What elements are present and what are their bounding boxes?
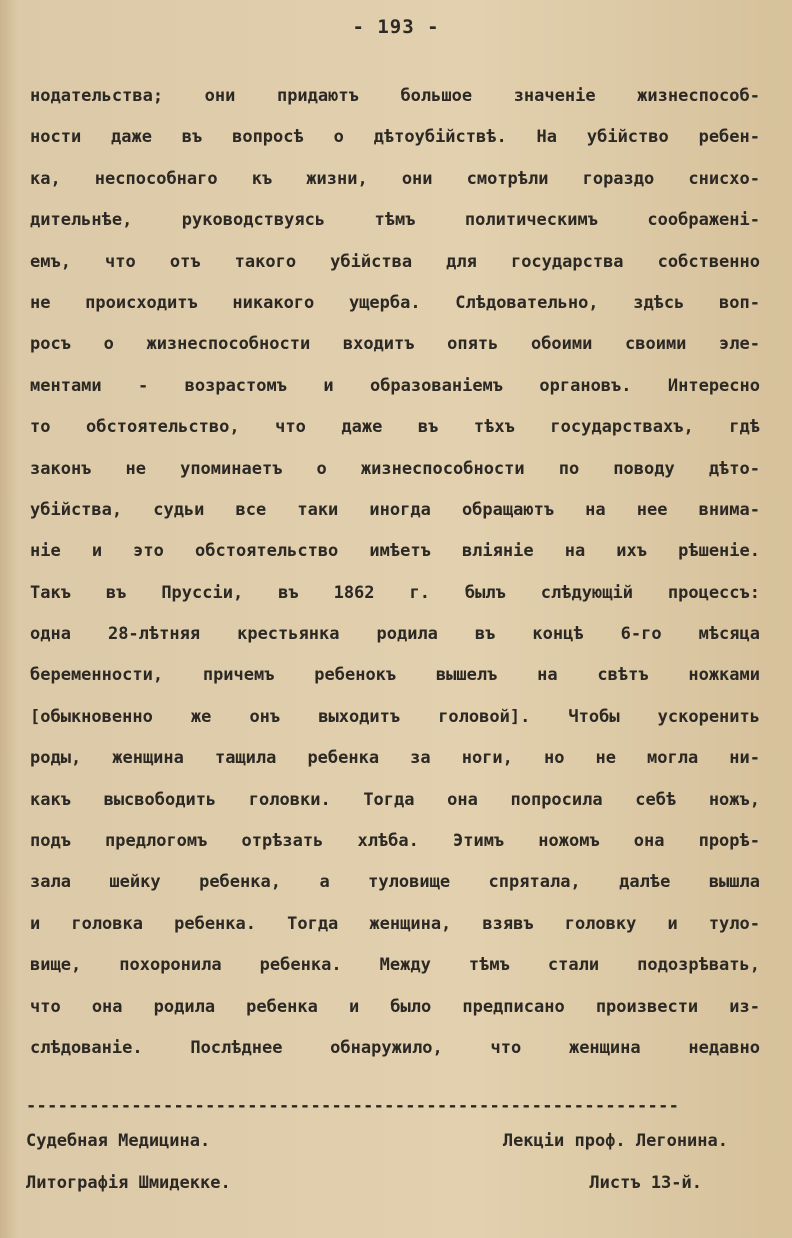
text-line: законъ не упоминаетъ о жизнеспособности по поводу дѣто- [30,458,760,479]
text-line: что она родила ребенка и было предписано произвести из- [30,996,760,1017]
footer-printer: Литографiя Шмидекке. [26,1173,231,1193]
text-line: убiйства, судьи все таки иногда обращаютъ на нее внима- [30,499,760,520]
text-line: вище, похоронила ребенка. Между тѣмъ стали подозрѣвать, [30,955,760,976]
text-line: беременности, причемъ ребенокъ вышелъ на свѣтъ ножками [30,665,760,686]
footer-lecturer: Лекцiи проф. Легонина. [502,1131,728,1151]
text-line: одна 28-лѣтняя крестьянка родила въ концѣ 6-го мѣсяца [30,624,760,645]
text-line: ментами - возрастомъ и образованiемъ органовъ. Интересно [30,375,760,396]
text-line: и головка ребенка. Тогда женщина, взявъ головку и туло- [30,913,760,934]
text-line: то обстоятельство, что даже въ тѣхъ государствахъ, гдѣ [30,417,760,438]
text-line: какъ высвободить головки. Тогда она попросила себѣ ножъ, [30,789,760,810]
text-line: нiе и это обстоятельство имѣетъ влiянiе на ихъ рѣшенiе. [30,541,760,562]
footer-course-title: Судебная Медицина. [26,1131,211,1151]
text-line: ка, неспособнаго къ жизни, они смотрѣли гораздо снисхо- [30,168,760,189]
footer-sheet-number: Листъ 13-й. [589,1173,702,1193]
text-line: росъ о жизнеспособности входитъ опять обоими своими эле- [30,334,760,355]
text-line: дительнѣе, руководствуясь тѣмъ политическимъ соображенi- [30,210,760,231]
footer-row-bottom [26,1171,728,1195]
body-text [30,84,760,1077]
footer-separator: -------------------------------------------------------------- [26,1096,680,1116]
text-line: подъ предлогомъ отрѣзать хлѣба. Этимъ ножомъ она прорѣ- [30,831,760,852]
text-line: [обыкновенно же онъ выходитъ головой]. Чтобы ускоренить [30,706,760,727]
text-line: слѣдованiе. Послѣднее обнаружило, что женщина недавно [30,1037,760,1058]
text-line: нодательства; они придаютъ большое значенiе жизнеспособ- [30,86,760,106]
text-line: зала шейку ребенка, а туловище спрятала, далѣе вышла [30,872,760,893]
text-line: Такъ въ Пруссiи, въ 1862 г. былъ слѣдующiй процессъ: [30,582,760,603]
page-number: - 193 - [352,16,440,38]
text-line: роды, женщина тащила ребенка за ноги, но не могла ни- [30,748,760,769]
text-line: ности даже въ вопросѣ о дѣтоубiйствѣ. На убiйство ребен- [30,127,760,148]
text-line: не происходитъ никакого ущерба. Слѣдовательно, здѣсь воп- [30,292,760,313]
text-line: емъ, что отъ такого убiйства для государства собственно [30,251,760,272]
footer-row-top [26,1129,728,1153]
